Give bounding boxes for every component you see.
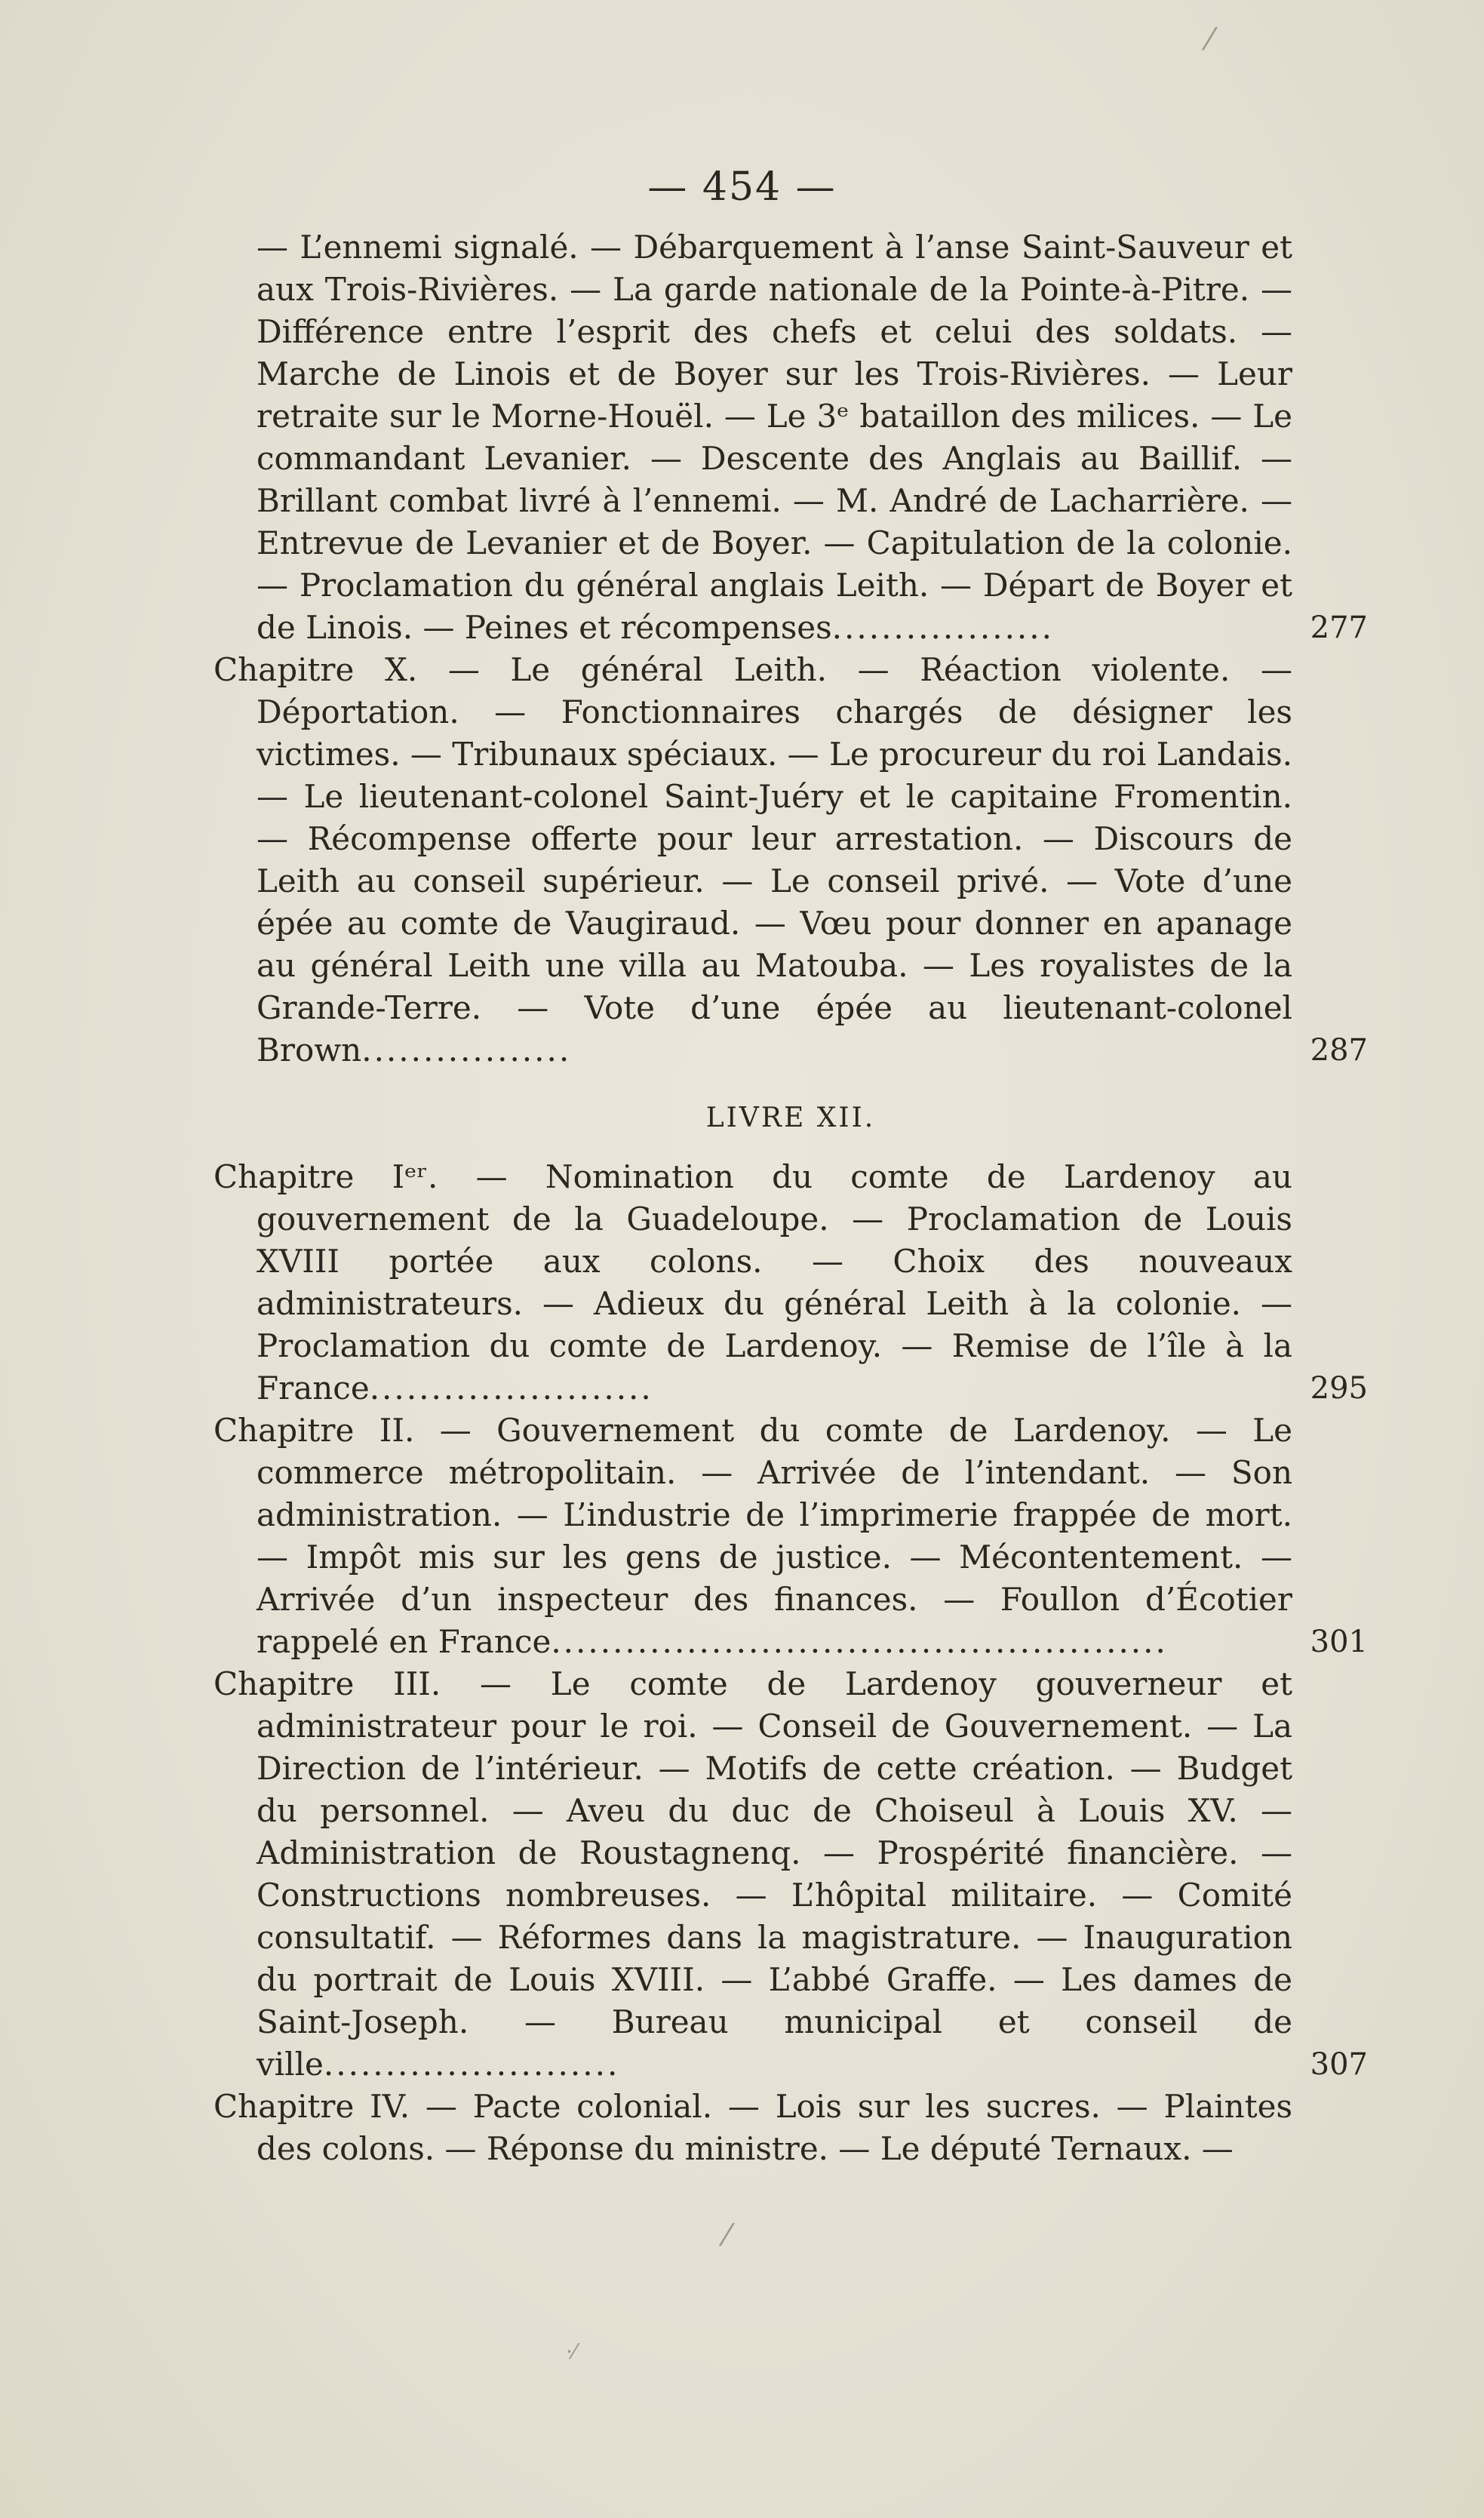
toc-page-number: 287 (1310, 1033, 1368, 1068)
leader-dots: .................................................. (551, 1623, 1168, 1660)
toc-entry (214, 1663, 1368, 2086)
toc-entry-text: Chapitre X. — Le général Leith. — Réaction violente. — Déportation. — Fonctionnaires chargés de désigner les victimes. — Tribunaux spéciaux. — Le procureur du roi Landais. — Le lieutenant-colonel Saint-Juéry et le capitaine Fromentin. — Récompense offerte pour leur arrestation. — Discours de Leith au conseil supérieur. — Le conseil privé. — Vote d’une épée au comte de Vaugiraud. — Vœu pour donner en apanage au général Leith une villa au Matouba. — Les royalistes de la Grande-Terre. — Vote d’une épée au lieutenant-colonel Brown (214, 651, 1292, 1068)
section-title: LIVRE XII. (705, 1102, 876, 1133)
toc-page-number: 295 (1310, 1371, 1368, 1406)
toc-entry-text: Chapitre IV. — Pacte colonial. — Lois sur les sucres. — Plaintes des colons. — Réponse du ministre. — Le député Ternaux. — (214, 2088, 1292, 2167)
leader-dots: ................. (361, 1031, 572, 1068)
table-of-contents (214, 226, 1368, 2170)
leader-dots: .................. (831, 609, 1054, 646)
paper-speck: ⁄ (724, 2218, 730, 2253)
toc-entry (214, 226, 1368, 649)
toc-entry-text: Chapitre II. — Gouvernement du comte de Lardenoy. — Le commerce métropolitain. — Arrivée de l’intendant. — Son administration. — L’industrie de l’imprimerie frappée de mort. — Impôt mis sur les gens de justice. — Mécontentement. — Arrivée d’un inspecteur des finances. — Foullon d’Écotier rappelé en France (214, 1412, 1292, 1660)
toc-entry-text: Chapitre Iᵉʳ. — Nomination du comte de Lardenoy au gouvernement de la Guadeloupe. — Proclamation de Louis XVIII portée aux colons. — Choix des nouveaux administrateurs. — Adieux du général Leith à la colonie. — Proclamation du comte de Lardenoy. — Remise de l’île à la France (214, 1158, 1292, 1407)
toc-entry-text: — L’ennemi signalé. — Débarquement à l’anse Saint-Sauveur et aux Trois-Rivières. — La garde nationale de la Pointe-à-Pitre. — Différence entre l’esprit des chefs et celui des soldats. — Marche de Linois et de Boyer sur les Trois-Rivières. — Leur retraite sur le Morne-Houël. — Le 3ᵉ bataillon des milices. — Le commandant Levanier. — Descente des Anglais au Baillif. — Brillant combat livré à l’ennemi. — M. André de Lacharrière. — Entrevue de Levanier et de Boyer. — Capitulation de la colonie. — Proclamation du général anglais Leith. — Départ de Boyer et de Linois. — Peines et récompenses (257, 229, 1292, 646)
paper-speck: ·⁄ (566, 2339, 576, 2364)
leader-dots: ....................... (369, 1370, 653, 1407)
leader-dots: ........................ (323, 2046, 620, 2083)
toc-page-number: 307 (1310, 2047, 1368, 2082)
toc-entry (214, 1410, 1368, 1663)
toc-page-number: 277 (1310, 610, 1368, 645)
paper-speck: ⁄ (1207, 23, 1212, 57)
toc-entry-text: Chapitre III. — Le comte de Lardenoy gouverneur et administrateur pour le roi. — Conseil de Gouvernement. — La Direction de l’intérieur. — Motifs de cette création. — Budget du personnel. — Aveu du duc de Choiseul à Louis XV. — Administration de Roustagnenq. — Prospérité financière. — Constructions nombreuses. — L’hôpital militaire. — Comité consultatif. — Réformes dans la magistrature. — Inauguration du portrait de Louis XVIII. — L’abbé Graffe. — Les dames de Saint-Joseph. — Bureau municipal et conseil de ville (214, 1665, 1292, 2083)
toc-entry (214, 2086, 1368, 2170)
toc-page-number: 301 (1310, 1625, 1368, 1659)
toc-entry (214, 649, 1368, 1071)
toc-entry (214, 1156, 1368, 1410)
page-number: — 454 — (647, 164, 837, 210)
